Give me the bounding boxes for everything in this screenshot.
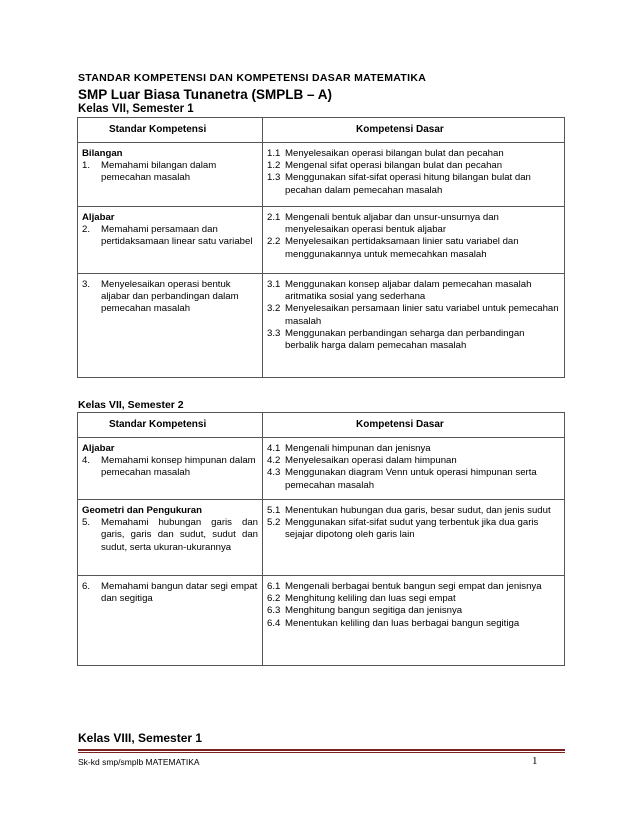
kd-number: 4.1	[267, 443, 281, 454]
kd-text: Menggunakan sifat-sifat operasi hitung bilangan bulat dan pecahan dalam pemecahan masalah	[285, 172, 531, 196]
semester-heading: Kelas VII, Semester 2	[78, 399, 184, 411]
kd-text: Menghitung bangun segitiga dan jenisnya	[285, 605, 463, 617]
column-header-sk: Standar Kompetensi	[78, 413, 263, 438]
sk-number: 4.	[82, 455, 91, 467]
kd-number: 5.2	[267, 517, 281, 529]
kd-text: Menggunakan diagram Venn untuk operasi himpunan serta pemecahan masalah	[285, 467, 537, 491]
kd-text: Mengenali berbagai bentuk bangun segi empat dan jenisnya	[285, 581, 542, 592]
kd-text: Menghitung keliling dan luas segi empat	[285, 593, 456, 605]
kd-text: Mengenal sifat operasi bilangan bulat dan pecahan	[285, 160, 503, 172]
sk-text: Memahami konsep himpunan dalam pemecahan masalah	[101, 455, 256, 479]
sk-text: Memahami bangun datar segi empat dan segitiga	[101, 581, 258, 605]
kd-cell	[263, 274, 565, 378]
document-title: STANDAR KOMPETENSI DAN KOMPETENSI DASAR MATEMATIKA	[78, 72, 427, 84]
sk-cell	[78, 500, 263, 576]
kd-number: 6.4	[267, 617, 281, 629]
table-row	[78, 438, 565, 500]
page-number: 1	[532, 755, 538, 767]
sk-category: Aljabar	[82, 212, 115, 223]
sk-number: 3.	[82, 279, 91, 290]
sk-cell	[78, 143, 263, 207]
kd-number: 3.1	[267, 279, 281, 290]
footer-divider	[78, 752, 565, 753]
kd-number: 6.1	[267, 581, 281, 592]
sk-number: 5.	[82, 517, 91, 529]
sk-number: 6.	[82, 581, 91, 592]
footer-divider	[78, 749, 565, 751]
competency-table-sem1	[77, 117, 565, 378]
sk-cell	[78, 207, 263, 274]
table-row	[78, 500, 565, 576]
sk-number: 2.	[82, 224, 91, 236]
kd-text: Mengenali himpunan dan jenisnya	[285, 443, 431, 454]
kd-number: 3.2	[267, 303, 281, 315]
kd-number: 5.1	[267, 505, 281, 516]
table-row	[78, 207, 565, 274]
kd-text: Menyelesaikan persamaan linier satu variabel untuk pemecahan masalah	[285, 303, 559, 327]
sk-text: Memahami persamaan dan pertidaksamaan linear satu variabel	[101, 224, 253, 248]
kd-number: 3.3	[267, 327, 281, 339]
kd-cell	[263, 438, 565, 500]
table-row	[78, 576, 565, 666]
kd-number: 1.2	[267, 160, 281, 172]
kd-text: Mengenali bentuk aljabar dan unsur-unsurnya dan menyelesaikan operasi bentuk aljabar	[285, 212, 499, 236]
footer-label: Sk-kd smp/smplb MATEMATIKA	[78, 757, 200, 767]
kd-number: 2.1	[267, 212, 281, 223]
kd-cell	[263, 207, 565, 274]
kd-number: 1.3	[267, 172, 281, 184]
kd-number: 1.1	[267, 148, 281, 159]
sk-text: Memahami hubungan garis dan garis, garis dan sudut, sudut dan sudut, serta ukuran-ukurannya	[101, 517, 258, 553]
kd-cell	[263, 143, 565, 207]
sk-number: 1.	[82, 160, 91, 172]
sk-cell	[78, 274, 263, 378]
kd-text: Menggunakan sifat-sifat sudut yang terbentuk jika dua garis sejajar dipotong oleh garis lain	[285, 517, 539, 541]
kd-text: Menyelesaikan operasi dalam himpunan	[285, 455, 457, 467]
sk-text: Memahami bilangan dalam pemecahan masalah	[101, 160, 217, 184]
kd-cell	[263, 500, 565, 576]
document-subtitle: SMP Luar Biasa Tunanetra (SMPLB – A)	[78, 87, 333, 102]
kd-number: 6.3	[267, 605, 281, 617]
sk-cell	[78, 438, 263, 500]
kd-number: 6.2	[267, 593, 281, 605]
kd-text: Menyelesaikan pertidaksamaan linier satu variabel dan menggunakannya untuk memecahkan masalah	[285, 236, 519, 260]
kd-number: 4.2	[267, 455, 281, 467]
kd-cell	[263, 576, 565, 666]
sk-category: Bilangan	[82, 148, 123, 159]
kd-text: Menggunakan konsep aljabar dalam pemecahan masalah aritmatika sosial yang sederhana	[285, 279, 532, 303]
kd-number: 2.2	[267, 236, 281, 248]
semester-heading: Kelas VII, Semester 1	[78, 103, 194, 115]
competency-table-sem2	[77, 412, 565, 666]
kd-text: Menggunakan perbandingan seharga dan perbandingan berbalik harga dalam pemecahan masalah	[285, 327, 525, 352]
column-header-kd: Kompetensi Dasar	[263, 118, 565, 143]
sk-text: Menyelesaikan operasi bentuk aljabar dan perbandingan dalam pemecahan masalah	[101, 279, 239, 315]
column-header-sk: Standar Kompetensi	[78, 118, 263, 143]
kd-text: Menyelesaikan operasi bilangan bulat dan pecahan	[285, 148, 504, 159]
column-header-kd: Kompetensi Dasar	[263, 413, 565, 438]
kd-text: Menentukan keliling dan luas berbagai bangun segitiga	[285, 617, 520, 629]
sk-category: Aljabar	[82, 443, 115, 454]
kd-text: Menentukan hubungan dua garis, besar sudut, dan jenis sudut	[285, 505, 551, 516]
kd-number: 4.3	[267, 467, 281, 479]
table-row	[78, 143, 565, 207]
semester-heading: Kelas VIII, Semester 1	[78, 731, 203, 745]
table-row	[78, 274, 565, 378]
sk-cell	[78, 576, 263, 666]
sk-category: Geometri dan Pengukuran	[82, 505, 202, 516]
